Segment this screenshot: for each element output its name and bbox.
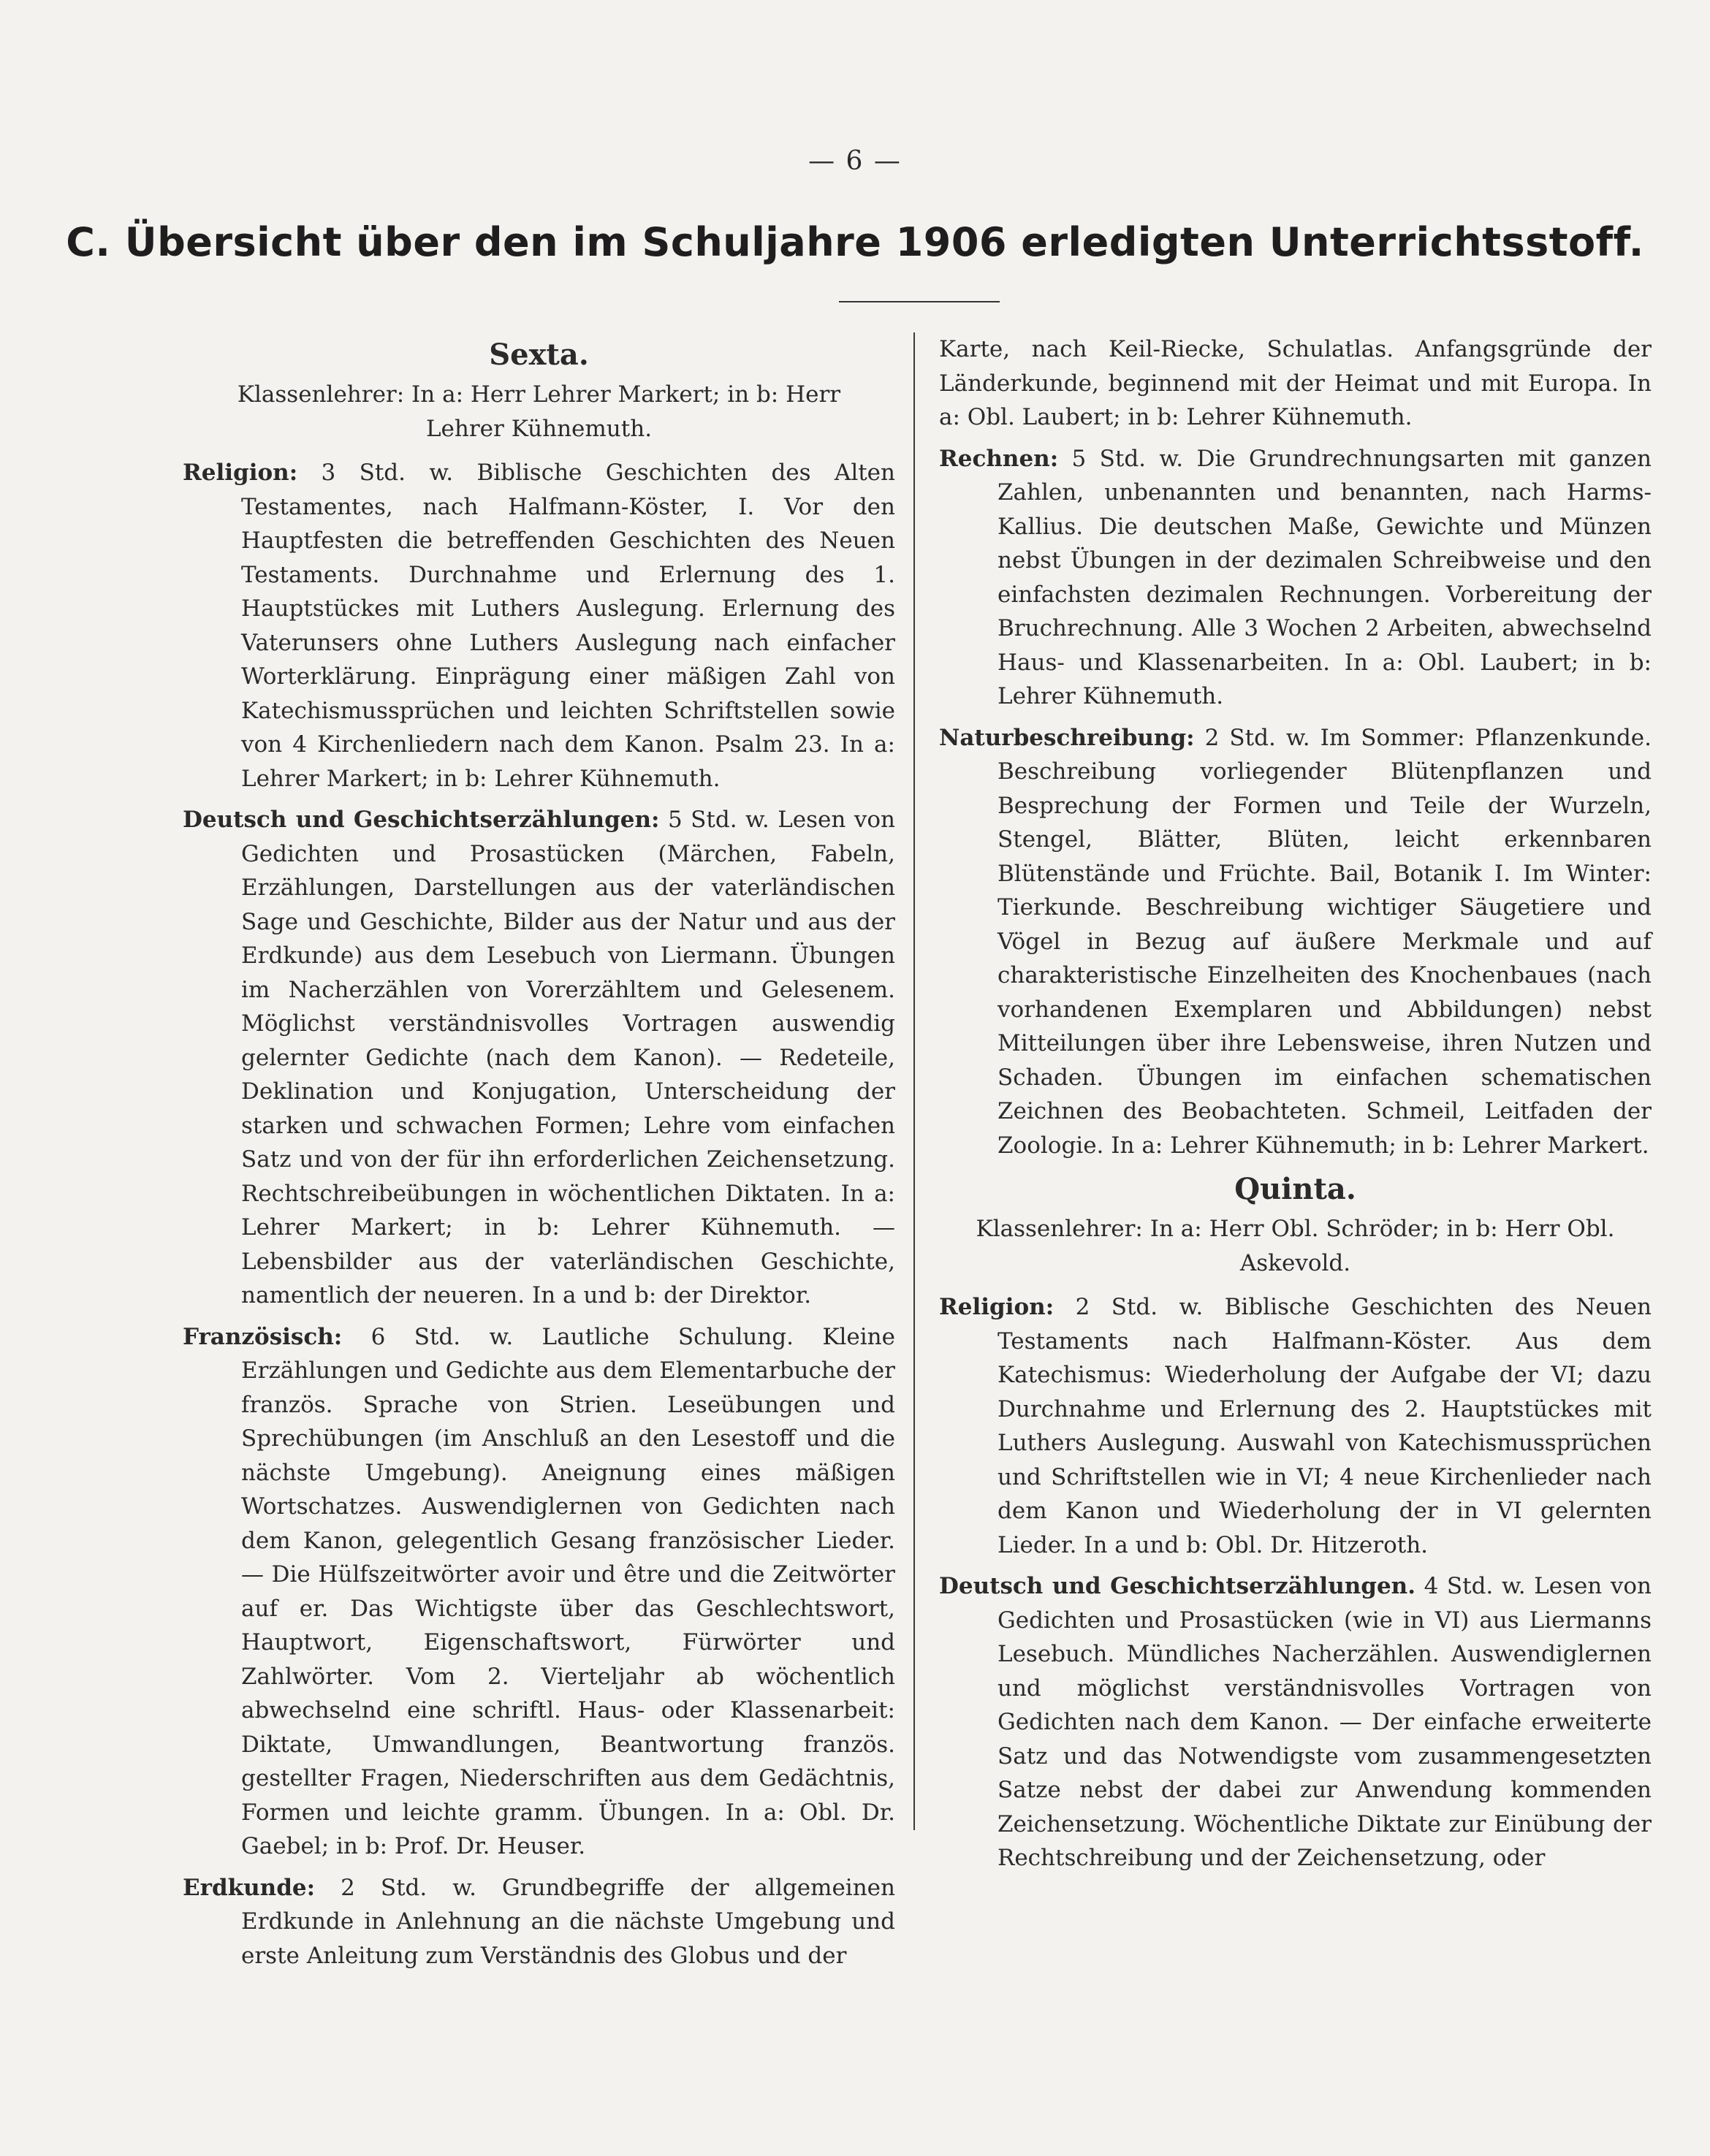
subject-label: Erdkunde: [183,1874,316,1901]
sexta-heading: Sexta. [489,338,589,372]
sexta-erdkunde-continuation: Karte, nach Keil-Riecke, Schulatlas. Anfangsgründe der Länderkunde, beginnend mit der Heimat und mit Europa. In a: Obl. Laubert; in b: Lehrer Kühnemuth. [939,336,1652,430]
column-divider [913,332,915,1830]
subject-label: Naturbeschreibung: [939,724,1195,751]
left-column [183,332,895,1980]
subject-text: 2 Std. w. Biblische Geschichten des Neuen Testaments nach Halfmann-Köster. Aus dem Katechismus: Wiederholung der Aufgabe der VI; dazu Durchnahme und Erlernung des 2. Hauptstückes mit Luthers Auslegung. Auswahl von Katechismussprüchen und Schriftstellen wie in VI; 4 neue Kirchenlieder nach dem Kanon und Wiederholung der in VI gelernten Lieder. In a und b: Obl. Dr. Hitzeroth. [997,1294,1652,1558]
subject-text: 5 Std. w. Die Grundrechnungsarten mit ganzen Zahlen, unbenannten und benannten, nach Harms-Kallius. Die deutschen Maße, Gewichte und Münzen nebst Übungen in der dezimalen Schreibweise und den einfachsten dezimalen Rechnungen. Vorbereitung der Bruchrechnung. Alle 3 Wochen 2 Arbeiten, abwechselnd Haus- und Klassenarbeiten. In a: Obl. Laubert; in b: Lehrer Kühnemuth. [997,445,1652,709]
subject-label: Deutsch und Geschichtserzählungen: [183,807,660,833]
right-column [939,332,1652,1883]
quinta-heading: Quinta. [1234,1172,1356,1206]
sexta-religion [183,456,895,796]
title-rule [839,301,1000,302]
quinta-teacher: Klassenlehrer: In a: Herr Obl. Schröder; in b: Herr Obl. Askevold. [976,1216,1615,1276]
subject-text: 4 Std. w. Lesen von Gedichten und Prosastücken (wie in VI) aus Liermanns Lesebuch. Mündliches Nacherzählen. Auswendiglernen und möglichst verständnisvolles Vortragen von Gedichten nach dem Kanon. — Der einfache erweiterte Satz und das Notwendigste vom zusammengesetzten Satze nebst der dabei zur Anwendung kommenden Zeichensetzung. Wöchentliche Diktate zur Einübung der Rechtschreibung und der Zeichensetzung, oder [997,1573,1652,1871]
sexta-teacher: Klassenlehrer: In a: Herr Lehrer Markert; in b: Herr Lehrer Kühnemuth. [237,381,841,442]
sexta-franzoesisch [183,1320,895,1864]
subject-label: Religion: [939,1294,1054,1320]
subject-label: Französisch: [183,1323,343,1350]
subject-text: 6 Std. w. Lautliche Schulung. Kleine Erzählungen und Gedichte aus dem Elementarbuche der französ. Sprache von Strien. Leseübungen und Sprechübungen (im Anschluß an den Lesestoff und die nächste Umgebung). Aneignung eines mäßigen Wortschatzes. Auswendiglernen von Gedichten nach dem Kanon, gelegentlich Gesang französischer Lieder. — Die Hülfszeitwörter avoir und être und die Zeitwörter auf er. Das Wichtigste über das Geschlechtswort, Hauptwort, Eigenschaftswort, Fürwörter und Zahlwörter. Vom 2. Vierteljahr ab wöchentlich abwechselnd eine schriftl. Haus- oder Klassenarbeit: Diktate, Umwandlungen, Beantwortung französ. gestellter Fragen, Niederschriften aus dem Gedächtnis, Formen und leichte gramm. Übungen. In a: Obl. Dr. Gaebel; in b: Prof. Dr. Heuser. [241,1323,895,1859]
page-number: — 6 — [808,146,902,176]
subject-text: 2 Std. w. Im Sommer: Pflanzenkunde. Beschreibung vorliegender Blütenpflanzen und Besprechung der Formen und Teile der Wurzeln, Stengel, Blätter, Blüten, leicht erkennbaren Blütenstände und Früchte. Bail, Botanik I. Im Winter: Tierkunde. Beschreibung wichtiger Säugetiere und Vögel in Bezug auf äußere Merkmale und auf charakteristische Einzelheiten des Knochenbaues (nach vorhandenen Exemplaren und Abbildungen) nebst Mitteilungen über ihre Lebensweise, ihren Nutzen und Schaden. Übungen im einfachen schematischen Zeichnen des Beobachteten. Schmeil, Leitfaden der Zoologie. In a: Lehrer Kühnemuth; in b: Lehrer Markert. [997,724,1652,1159]
subject-label: Deutsch und Geschichtserzählungen. [939,1573,1416,1599]
subject-text: 3 Std. w. Biblische Geschichten des Alten Testamentes, nach Halfmann-Köster, I. Vor den Hauptfesten die betreffenden Geschichten des Neuen Testaments. Durchnahme und Erlernung des 1. Hauptstückes mit Luthers Auslegung. Erlernung des Vaterunsers ohne Luthers Auslegung nach einfacher Worterklärung. Einprägung einer mäßigen Zahl von Katechismussprüchen und leichten Schriftstellen sowie von 4 Kirchenliedern nach dem Kanon. Psalm 23. In a: Lehrer Markert; in b: Lehrer Kühnemuth. [241,460,895,792]
page-title: C. Übersicht über den im Schuljahre 1906 erledigten Unterrichtsstoff. [66,219,1644,265]
subject-text: 5 Std. w. Lesen von Gedichten und Prosastücken (Märchen, Fabeln, Erzählungen, Darstellungen aus der vaterländischen Sage und Geschichte, Bilder aus der Natur und aus der Erdkunde) aus dem Lesebuch von Liermann. Übungen im Nacherzählen von Vorerzähltem und Gelesenem. Möglichst verständnisvolles Vortragen auswendig gelernter Gedichte (nach dem Kanon). — Redeteile, Deklination und Konjugation, Unterscheidung der starken und schwachen Formen; Lehre vom einfachen Satz und von der für ihn erforderlichen Zeichensetzung. Rechtschreibeübungen in wöchentlichen Diktaten. In a: Lehrer Markert; in b: Lehrer Kühnemuth. — Lebensbilder aus der vaterländischen Geschichte, namentlich der neueren. In a und b: der Direktor. [241,807,895,1309]
subject-text: 2 Std. w. Grundbegriffe der allgemeinen Erdkunde in Anlehnung an die nächste Umgebung und erste Anleitung zum Verständnis des Globus und der [241,1874,895,1969]
quinta-religion [939,1290,1652,1562]
subject-label: Rechnen: [939,445,1059,472]
sexta-erdkunde [183,1871,895,1973]
sexta-deutsch [183,803,895,1313]
subject-label: Religion: [183,460,298,486]
quinta-deutsch [939,1569,1652,1875]
sexta-rechnen [939,442,1652,714]
sexta-naturbeschreibung [939,721,1652,1163]
